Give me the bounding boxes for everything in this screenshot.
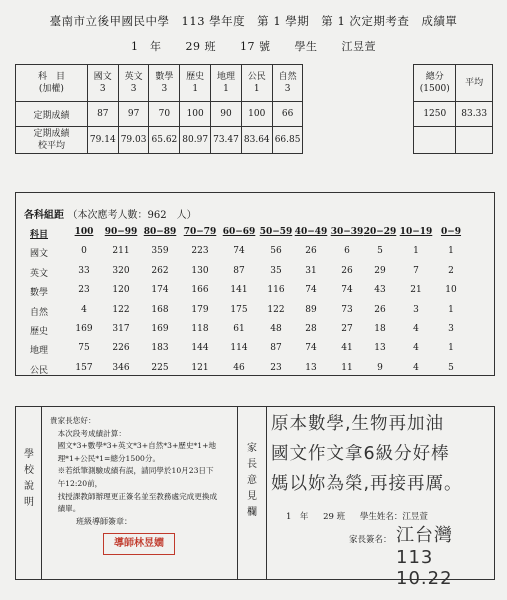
count-cell: 10 xyxy=(445,285,457,296)
count-cell: 169 xyxy=(151,323,169,334)
notice-line: 理*1+公民*1=總分1500分。 xyxy=(50,453,161,463)
score-cell: 90 xyxy=(211,102,242,127)
empty-cell xyxy=(456,127,493,154)
distribution-row xyxy=(24,324,486,343)
side-label-char: 意 xyxy=(247,475,257,486)
school-notice xyxy=(50,415,266,516)
count-cell: 89 xyxy=(305,304,317,315)
count-cell: 56 xyxy=(270,246,282,257)
count-cell: 122 xyxy=(267,304,285,315)
subject-weight: 3 xyxy=(130,84,137,94)
distribution-subject: 國文 xyxy=(30,249,49,260)
count-cell: 48 xyxy=(270,323,282,334)
average-score-cell: 83.33 xyxy=(456,102,493,127)
count-cell: 4 xyxy=(413,323,419,334)
side-label-char: 欄 xyxy=(247,507,257,518)
subject-weight: 3 xyxy=(161,84,168,94)
subject-weight: 1 xyxy=(223,84,229,94)
row-label: 定期成績 xyxy=(16,102,88,127)
distribution-row xyxy=(24,266,486,285)
count-cell: 4 xyxy=(413,343,419,354)
grade-text: 1 年 xyxy=(131,40,162,53)
score-header-row xyxy=(16,65,493,102)
score-cell: 100 xyxy=(241,102,272,127)
range-header: 30−39 xyxy=(330,227,364,237)
count-cell: 7 xyxy=(413,265,419,276)
divider xyxy=(237,407,238,579)
distribution-grid xyxy=(24,227,486,382)
count-cell: 74 xyxy=(341,285,353,296)
subject-weight: 3 xyxy=(284,84,291,94)
distribution-row xyxy=(24,305,486,324)
count-cell: 118 xyxy=(191,323,209,334)
report-title: 臺南市立後甲國民中學 113 學年度 第 1 學期 第 1 次定期考查 成績單 xyxy=(49,14,458,28)
count-cell: 35 xyxy=(270,265,282,276)
notice-line: 績單。 xyxy=(50,504,81,514)
count-cell: 120 xyxy=(112,285,130,296)
side-label-char: 家 xyxy=(247,443,257,454)
count-cell: 2 xyxy=(448,265,454,276)
subject-weight: 1 xyxy=(253,84,260,94)
teacher-sign-label: 班級導師簽章： xyxy=(76,517,132,526)
parent-student-name: 學生姓名：江昱萱 xyxy=(359,512,428,522)
avg-cell: 80.97 xyxy=(180,127,211,154)
count-cell: 121 xyxy=(191,362,209,373)
notice-line: 本次段考成績計算： xyxy=(50,428,126,438)
subject-name: 地理 xyxy=(216,72,235,82)
row-label xyxy=(16,127,88,154)
subject-name: 自然 xyxy=(278,72,297,82)
parent-class: 29 班 xyxy=(323,512,346,522)
subject-cell xyxy=(118,65,149,102)
count-cell: 41 xyxy=(341,343,353,354)
divider xyxy=(41,407,42,579)
count-cell: 169 xyxy=(75,323,93,334)
count-cell: 46 xyxy=(233,362,245,373)
subject-label: 科 目 xyxy=(37,72,65,82)
count-cell: 179 xyxy=(191,304,209,315)
count-cell: 31 xyxy=(305,265,317,276)
school-avg-row xyxy=(16,127,493,154)
count-cell: 122 xyxy=(112,304,130,315)
subject-weight: 3 xyxy=(99,84,106,94)
handwritten-line: 媽以妳為榮,再接再厲。 xyxy=(271,474,463,494)
side-label-char: 明 xyxy=(24,497,34,508)
side-label-char: 說 xyxy=(24,481,34,492)
subject-cell xyxy=(180,65,211,102)
range-header: 60−69 xyxy=(222,227,256,237)
subject-name: 國文 xyxy=(93,72,112,82)
side-label-char: 校 xyxy=(24,465,34,476)
range-header: 80−89 xyxy=(143,227,177,237)
range-header: 40−49 xyxy=(294,227,328,237)
avg-cell: 73.47 xyxy=(211,127,242,154)
avg-cell: 66.85 xyxy=(272,127,303,154)
count-cell: 175 xyxy=(230,304,248,315)
subject-name: 數學 xyxy=(155,72,174,82)
notice-line: 找授課教師辦理更正簽名並至教務處完成更換成 xyxy=(50,491,218,501)
score-cell: 100 xyxy=(180,102,211,127)
distribution-subject: 歷史 xyxy=(30,326,49,337)
count-cell: 87 xyxy=(270,343,282,354)
count-cell: 23 xyxy=(270,362,282,373)
total-weight: (1500) xyxy=(419,84,450,94)
parent-note-side-label xyxy=(245,441,259,521)
subject-name: 歷史 xyxy=(186,72,205,82)
count-cell: 61 xyxy=(233,323,245,334)
count-cell: 28 xyxy=(305,323,317,334)
distribution-title xyxy=(24,206,197,221)
count-cell: 18 xyxy=(374,323,386,334)
count-cell: 211 xyxy=(112,246,130,257)
count-cell: 74 xyxy=(305,285,317,296)
distribution-subject: 英文 xyxy=(30,268,49,279)
distribution-title-text: 各科組距 xyxy=(24,210,64,221)
range-header: 0−9 xyxy=(440,227,462,237)
subject-cell xyxy=(149,65,180,102)
count-cell: 130 xyxy=(191,265,209,276)
parent-signature: 江台灣 113 10.22 xyxy=(396,525,453,589)
subject-header-cell xyxy=(16,65,88,102)
total-header-cell xyxy=(414,65,456,102)
distribution-row xyxy=(24,246,486,265)
count-cell: 174 xyxy=(151,285,169,296)
distribution-header-row xyxy=(24,227,486,246)
count-cell: 23 xyxy=(78,285,90,296)
count-cell: 320 xyxy=(112,265,130,276)
handwritten-line: 國文作文拿6級分好棒 xyxy=(271,444,450,464)
subject-name: 英文 xyxy=(124,72,143,82)
side-label-char: 長 xyxy=(247,459,257,470)
range-header: 90−99 xyxy=(104,227,138,237)
distribution-subtitle: （本次應考人數：962 人） xyxy=(67,210,197,221)
parent-sign-label: 家長簽名： xyxy=(349,535,392,545)
row-label-line: 定期成績 xyxy=(33,129,70,139)
total-label: 總分 xyxy=(425,72,444,82)
range-header: 10−19 xyxy=(399,227,433,237)
count-cell: 13 xyxy=(305,362,317,373)
count-cell: 21 xyxy=(410,285,422,296)
count-cell: 346 xyxy=(112,362,130,373)
range-header: 50−59 xyxy=(259,227,293,237)
seat-text: 17 號 xyxy=(240,40,271,53)
subject-name: 公民 xyxy=(247,72,266,82)
count-cell: 27 xyxy=(341,323,353,334)
subject-weight: 1 xyxy=(192,84,199,94)
avg-label: 平均 xyxy=(465,78,484,88)
avg-cell: 79.14 xyxy=(87,127,118,154)
school-note-side-label xyxy=(22,447,36,511)
student-label: 學生 xyxy=(294,40,318,53)
count-cell: 1 xyxy=(448,343,454,354)
gap-cell xyxy=(303,65,414,102)
count-cell: 29 xyxy=(374,265,386,276)
count-cell: 5 xyxy=(448,362,454,373)
weight-label: (加權) xyxy=(38,84,64,94)
subject-cell xyxy=(87,65,118,102)
score-cell: 87 xyxy=(87,102,118,127)
count-cell: 6 xyxy=(344,246,350,257)
count-cell: 4 xyxy=(413,362,419,373)
notice-line: 貴家長您好： xyxy=(50,416,96,425)
divider xyxy=(266,407,267,579)
subject-column-header: 科目 xyxy=(30,230,49,240)
distribution-subject: 地理 xyxy=(30,346,49,357)
score-cell: 66 xyxy=(272,102,303,127)
count-cell: 359 xyxy=(151,246,169,257)
distribution-row xyxy=(24,343,486,362)
count-cell: 43 xyxy=(374,285,386,296)
notice-line: 午12:20前， xyxy=(50,478,103,488)
count-cell: 157 xyxy=(75,362,93,373)
distribution-row xyxy=(24,285,486,304)
subject-cell xyxy=(211,65,242,102)
count-cell: 1 xyxy=(448,304,454,315)
avg-cell: 79.03 xyxy=(118,127,149,154)
count-cell: 26 xyxy=(341,265,353,276)
side-label-char: 學 xyxy=(24,449,34,460)
count-cell: 141 xyxy=(230,285,248,296)
count-cell: 87 xyxy=(233,265,245,276)
score-cell: 70 xyxy=(149,102,180,127)
range-header: 100 xyxy=(74,227,94,237)
side-label-char: 見 xyxy=(247,491,257,502)
distribution-row xyxy=(24,363,486,382)
parent-handwritten-comment xyxy=(271,409,507,499)
score-row xyxy=(16,102,493,127)
count-cell: 33 xyxy=(78,265,90,276)
student-name: 江昱萱 xyxy=(341,40,376,53)
gap-cell xyxy=(303,127,414,154)
count-cell: 9 xyxy=(377,362,383,373)
count-cell: 75 xyxy=(78,343,90,354)
count-cell: 144 xyxy=(191,343,209,354)
count-cell: 3 xyxy=(413,304,419,315)
distribution-subject: 自然 xyxy=(30,307,49,318)
distribution-subject: 公民 xyxy=(30,365,49,376)
count-cell: 74 xyxy=(305,343,317,354)
class-text: 29 班 xyxy=(185,40,216,53)
range-header: 20−29 xyxy=(363,227,397,237)
distribution-subject: 數學 xyxy=(30,288,49,299)
handwritten-line: 原本數學,生物再加油 xyxy=(271,414,445,434)
count-cell: 3 xyxy=(448,323,454,334)
bottom-section xyxy=(15,406,495,589)
count-cell: 26 xyxy=(305,246,317,257)
range-header: 70−79 xyxy=(183,227,217,237)
count-cell: 26 xyxy=(374,304,386,315)
count-cell: 166 xyxy=(191,285,209,296)
subject-cell xyxy=(272,65,303,102)
avg-cell: 83.64 xyxy=(241,127,272,154)
count-cell: 226 xyxy=(112,343,130,354)
score-cell: 97 xyxy=(118,102,149,127)
count-cell: 0 xyxy=(81,246,87,257)
gap-cell xyxy=(303,102,414,127)
count-cell: 225 xyxy=(151,362,169,373)
count-cell: 5 xyxy=(377,246,383,257)
count-cell: 262 xyxy=(151,265,169,276)
count-cell: 317 xyxy=(112,323,130,334)
student-info xyxy=(0,38,507,54)
count-cell: 183 xyxy=(151,343,169,354)
notice-line: ※若紙筆測驗成績有誤，請同學於10月23日下 xyxy=(50,466,214,476)
count-cell: 13 xyxy=(374,343,386,354)
count-cell: 4 xyxy=(81,304,87,315)
count-cell: 1 xyxy=(413,246,419,257)
distribution-box xyxy=(15,192,495,376)
notice-line: 國文*3+數學*3+英文*3+自然*3+歷史*1+地 xyxy=(50,441,217,451)
row-label-line: 校平均 xyxy=(37,141,65,151)
parent-grade: 1 年 xyxy=(286,512,309,522)
count-cell: 223 xyxy=(191,246,209,257)
avg-header-cell xyxy=(456,65,493,102)
score-table xyxy=(15,64,493,154)
count-cell: 73 xyxy=(341,304,353,315)
count-cell: 116 xyxy=(267,285,285,296)
total-score-cell: 1250 xyxy=(414,102,456,127)
count-cell: 11 xyxy=(341,362,353,373)
count-cell: 168 xyxy=(151,304,169,315)
avg-cell: 65.62 xyxy=(149,127,180,154)
count-cell: 74 xyxy=(233,246,245,257)
teacher-stamp: 導師林昱嫺 xyxy=(103,533,175,555)
subject-cell xyxy=(241,65,272,102)
empty-cell xyxy=(414,127,456,154)
count-cell: 114 xyxy=(230,343,248,354)
count-cell: 1 xyxy=(448,246,454,257)
